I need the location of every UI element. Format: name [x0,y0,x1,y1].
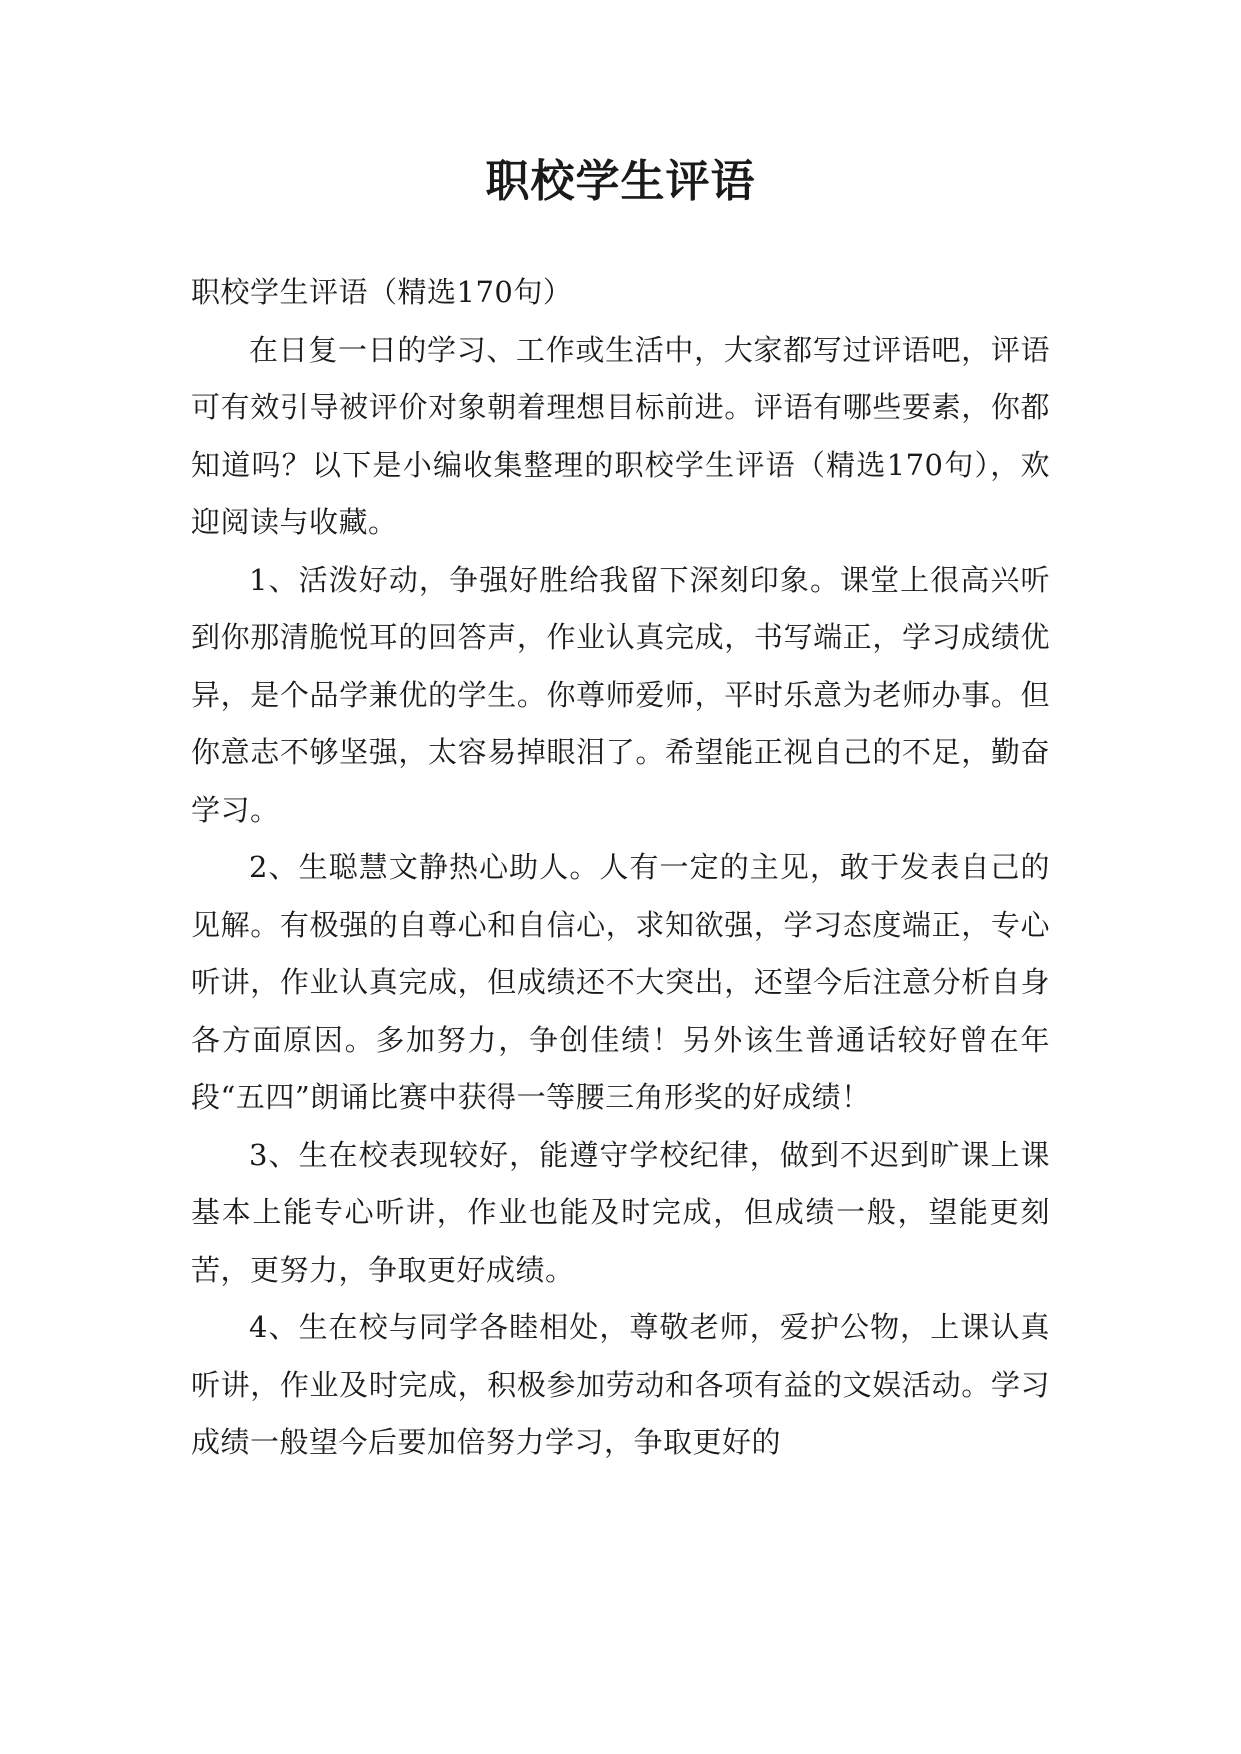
intro-paragraph: 在日复一日的学习、工作或生活中，大家都写过评语吧，评语可有效引导被评价对象朝着理想目标前进。评语有哪些要素，你都知道吗？以下是小编收集整理的职校学生评语（精选170句），欢迎阅读与收藏。 [191,332,1050,539]
comment-paragraph-4: 4、生在校与同学各睦相处，尊敬老师，爱护公物，上课认真听讲，作业及时完成，积极参加劳动和各项有益的文娱活动。学习成绩一般望今后要加倍努力学习，争取更好的 [191,1310,1050,1459]
document-title: 职校学生评语 [485,156,756,207]
comment-paragraph-3: 3、生在校表现较好，能遵守学校纪律，做到不迟到旷课上课基本上能专心听讲，作业也能及时完成，但成绩一般，望能更刻苦，更努力，争取更好成绩。 [191,1137,1050,1287]
document-subtitle: 职校学生评语（精选170句） [191,275,573,309]
comment-paragraph-1: 1、活泼好动，争强好胜给我留下深刻印象。课堂上很高兴听到你那清脆悦耳的回答声，作业认真完成，书写端正，学习成绩优异，是个品学兼优的学生。你尊师爱师，平时乐意为老师办事。但你意志不够坚强，太容易掉眼泪了。希望能正视自己的不足，勤奋学习。 [191,562,1050,827]
document-body [191,264,1050,1472]
comment-paragraph-2: 2、生聪慧文静热心助人。人有一定的主见，敢于发表自己的见解。有极强的自尊心和自信心，求知欲强，学习态度端正，专心听讲，作业认真完成，但成绩还不大突出，还望今后注意分析自身各方面原因。多加努力，争创佳绩！另外该生普通话较好曾在年段“五四”朗诵比赛中获得一等腰三角形奖的好成绩！ [191,850,1050,1114]
